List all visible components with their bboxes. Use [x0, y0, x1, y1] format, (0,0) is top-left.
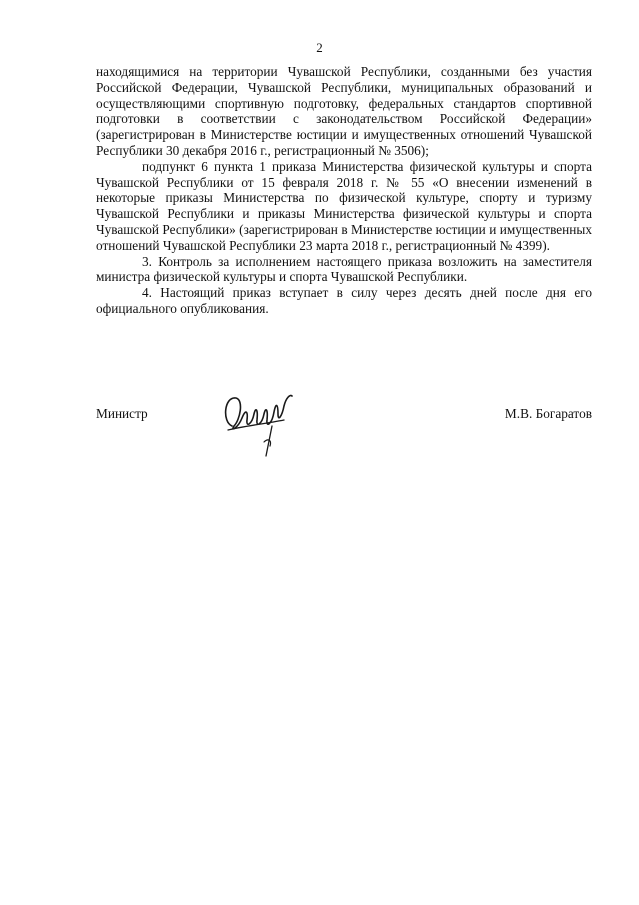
document-body: [96, 64, 592, 317]
page-number: 2: [316, 40, 323, 55]
paragraph-item-4: 4. Настоящий приказ вступает в силу через десять дней после дня его официального опубликования.: [96, 285, 592, 316]
signature-block: [96, 386, 592, 466]
signer-title: Министр: [96, 406, 148, 421]
signer-name: М.В. Богаратов: [504, 406, 592, 421]
paragraph-continuation: находящимися на территории Чувашской Республики, созданными без участия Российской Федерации, Чувашской Республики, муниципальных образований и осуществляющими спортивную подготовку, федеральных стандартов спортивной подготовки в соответствии с законодательством Российской Федерации» (зарегистрирован в Министерстве юстиции и имущественных отношений Чувашской Республики 30 декабря 2016 г., регистрационный № 3506);: [96, 64, 592, 158]
handwritten-signature-icon: [220, 386, 296, 458]
paragraph-item-3: 3. Контроль за исполнением настоящего приказа возложить на заместителя министра физической культуры и спорта Чувашской Республики.: [96, 253, 592, 285]
paragraph-subclause-6: подпункт 6 пункта 1 приказа Министерства физической культуры и спорта Чувашской Республики от 15 февраля 2018 г. № 55 «О внесении изменений в некоторые приказы Министерства по физической культуре, спорту и туризму Чувашской Республики и приказы Министерства физической культуры и спорта Чувашской Республики» (зарегистрирован в Министерстве юстиции и имущественных отношений Чувашской Республики 23 марта 2018 г., регистрационный № 4399).: [96, 158, 592, 253]
